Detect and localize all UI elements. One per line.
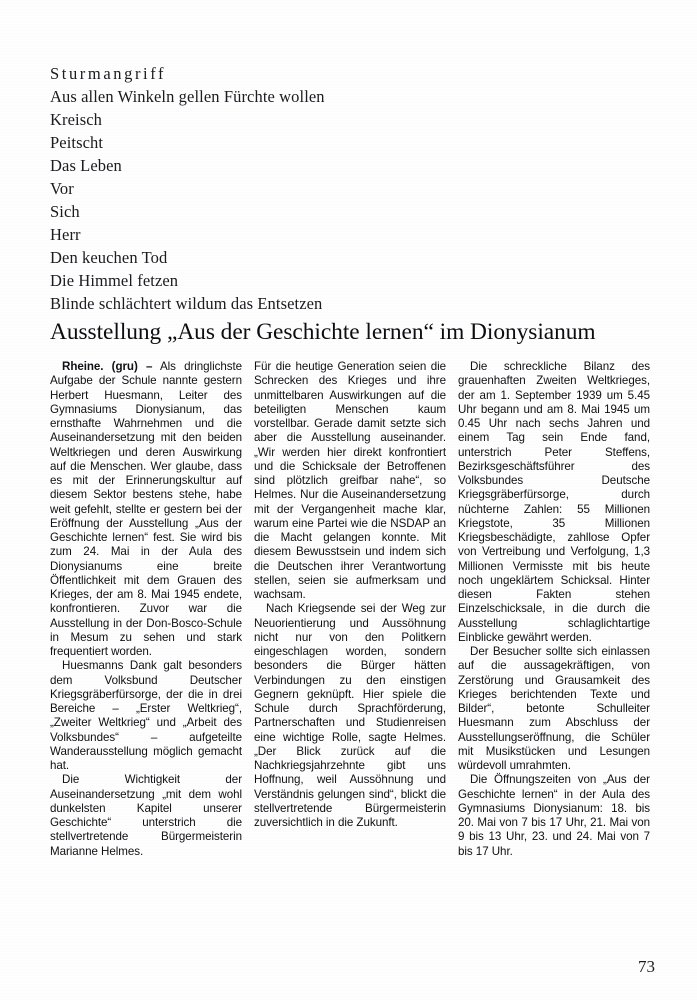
paragraph: Huesmanns Dank galt besonders dem Volksbund Deutscher Kriegsgräberfürsorge, der die in drei Bereiche – „Erster Weltkrieg“, „Zweiter Weltkrieg“ und „Arbeit des Volksbundes“ – aufgeteilte Wanderausstellung möglich gemacht hat. bbox=[50, 659, 242, 772]
dateline: Rheine. (gru) – bbox=[62, 360, 153, 373]
poem-line: Aus allen Winkeln gellen Fürchte wollen bbox=[50, 87, 325, 106]
article-body bbox=[50, 360, 650, 930]
poem-line: Die Himmel fetzen bbox=[50, 271, 179, 290]
paragraph-text: Als dringlichste Aufgabe der Schule nannte gestern Herbert Huesmann, Leiter des Gymnasiums Dionysianum, das ernsthafte Wahrnehmen und die Auseinandersetzung mit den beiden Weltkriegen und deren Auswirkung auf die Menschen. Wer glaube, dass es mit der Erinnerungskultur auf diesem Sektor bestens stehe, habe weit gefehlt, stellte er gestern bei der Eröffnung der Ausstellung „Aus der Geschichte lernen“ fest. Sie wird bis zum 24. Mai in der Aula des Dionysianums eine breite Öffentlichkeit mit dem Grauen des Krieges, der am 8. Mai 1945 endete, konfrontieren. Zuvor war die Ausstellung in der Don-Bosco-Schule in Mesum zu sehen und stark frequentiert worden. bbox=[50, 360, 242, 658]
poem-block bbox=[50, 62, 470, 315]
paragraph: Die schreckliche Bilanz des grauenhaften Zweiten Weltkrieges, der am 1. September 1939 um 5.45 Uhr begann und am 8. Mai 1945 um 0.45 Uhr nach sechs Jahren und einem Tag sein Ende fand, unterstrich Peter Steffens, Bezirksgeschäftsführer des Volksbundes Deutsche Kriegsgräberfürsorge, durch nüchterne Zahlen: 55 Millionen Kriegstote, 35 Millionen Kriegsbeschädigte, zahllose Opfer von Vertreibung und Verfolgung, 1,3 Millionen Vermisste mit bis heute noch ungeklärtem Schicksal. Hinter diesen Fakten stehen Einzelschicksale, in die durch die Ausstellung schlaglichtartige Einblicke gewährt werden. bbox=[458, 360, 650, 644]
poem-line: Kreisch bbox=[50, 110, 103, 129]
article-column-2 bbox=[254, 360, 446, 930]
paragraph: Die Wichtigkeit der Auseinandersetzung „mit dem wohl dunkelsten Kapitel unserer Geschichte“ unterstrich die stellvertretende Bürgermeisterin Marianne Helmes. bbox=[50, 773, 242, 858]
paragraph: Der Besucher sollte sich einlassen auf die aussagekräftigen, von Zerstörung und Grausamkeit des Krieges berichtenden Texte und Bilder“, betonte Schulleiter Huesmann zum Abschluss der Ausstellungseröffnung, die Schüler mit Musikstücken und Lesungen würdevoll umrahmten. bbox=[458, 645, 650, 772]
poem-title: Sturmangriff bbox=[50, 64, 167, 83]
page-number: 73 bbox=[638, 957, 655, 976]
article-column-1 bbox=[50, 360, 242, 930]
paragraph bbox=[50, 360, 242, 659]
paragraph: Nach Kriegsende sei der Weg zur Neuorientierung und Aussöhnung nicht nur von den Politkern eingeschlagen worden, sondern besonders die Bürger hätten Verbindungen zu den einstigen Gegnern geknüpft. Hier spiele die Schule durch Sprachförderung, Partnerschaften und Studienreisen eine wichtige Rolle, sagte Helmes. „Der Blick zurück auf die Nachkriegsjahrzehnte gibt uns Hoffnung, weil Aussöhnung und Verständnis gelungen sind“, blickt die stellvertretende Bürgermeisterin zuversichtlich in die Zukunft. bbox=[254, 602, 446, 829]
article-headline: Ausstellung „Aus der Geschichte lernen“ im Dionysianum bbox=[50, 319, 596, 345]
poem-line: Den keuchen Tod bbox=[50, 248, 168, 267]
poem-line: Herr bbox=[50, 225, 81, 244]
poem-line: Blinde schlächtert wildum das Entsetzen bbox=[50, 294, 323, 313]
poem-line: Peitscht bbox=[50, 133, 104, 152]
paragraph: Die Öffnungszeiten von „Aus der Geschichte lernen“ in der Aula des Gymnasiums Dionysianum: 18. bis 20. Mai von 7 bis 17 Uhr, 21. Mai von 9 bis 13 Uhr, 23. und 24. Mai von 7 bis 17 Uhr. bbox=[458, 773, 650, 858]
article-column-3 bbox=[458, 360, 650, 930]
poem-line: Das Leben bbox=[50, 156, 122, 175]
poem-line: Sich bbox=[50, 202, 80, 221]
paragraph: Für die heutige Generation seien die Schrecken des Krieges und ihre unmittelbaren Auswirkungen auf die beteiligten Menschen kaum vorstellbar. Gerade damit setzte sich aber die Ausstellung auseinander. „Wir werden hier direkt konfrontiert und die Schicksale der Betroffenen sind plötzlich greifbar nahe“, so Helmes. Nur die Auseinandersetzung mit der Vergangenheit mache klar, warum eine Partei wie die NSDAP an die Macht gelangen konnte. Mit diesem Bewusstsein und indem sich die Deutschen ihrer Verantwortung stellen, seien sie aufmerksam und wachsam. bbox=[254, 360, 446, 601]
poem-line: Vor bbox=[50, 179, 74, 198]
